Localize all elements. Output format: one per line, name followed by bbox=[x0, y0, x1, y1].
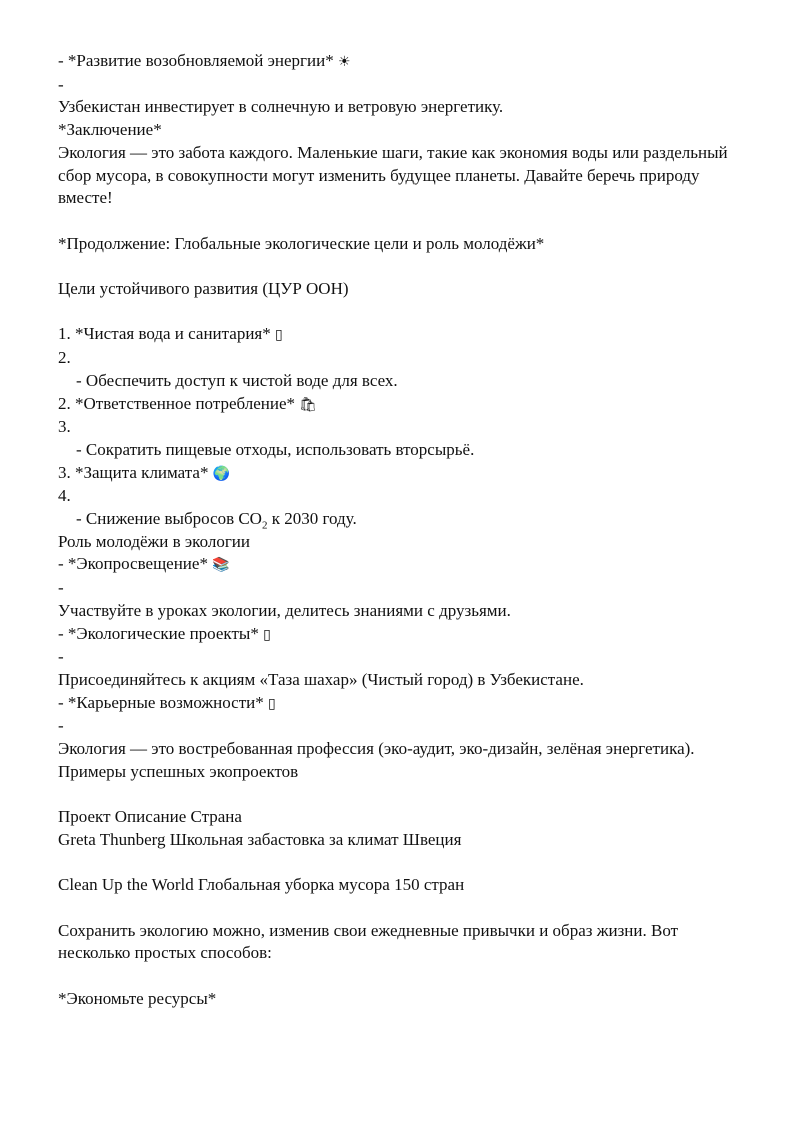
youth-title: Роль молодёжи в экологии bbox=[58, 531, 251, 551]
youth-item-2-dash: - bbox=[58, 647, 64, 667]
sdg-item-3-number: 4. bbox=[58, 486, 71, 506]
youth-item-3-dash: - bbox=[58, 716, 64, 736]
energy-heading: - *Развитие возобновляемой энергии* ☀ bbox=[58, 51, 351, 70]
youth-item-1-text: Участвуйте в уроках экологии, делитесь знаниями с друзьями. bbox=[58, 600, 511, 620]
youth-item-2-label: - *Экологические проекты* ▯ bbox=[58, 623, 271, 643]
youth-item-3-text: Экология — это востребованная профессия (эко-аудит, эко-дизайн, зелёная энергетика). bbox=[58, 739, 695, 759]
examples-row-1: Greta Thunberg Школьная забастовка за климат Швеция bbox=[58, 829, 462, 849]
sdg-item-2-label: 2. *Ответственное потребление* 🛍 bbox=[58, 393, 318, 413]
sdg-item-3-desc: - Снижение выбросов $CO_2$ к 2030 году. bbox=[76, 509, 357, 532]
water-icon: ▯ bbox=[275, 327, 283, 344]
youth-item-2-text: Присоединяйтесь к акциям «Таза шахар» (Чистый город) в Узбекистане. bbox=[58, 669, 584, 689]
conclusion-heading: *Заключение* bbox=[58, 120, 162, 140]
conclusion-text: Экология — это забота каждого. Маленькие шаги, такие как экономия воды или раздельный сбор мусора, в совокупности могут изменить будущее планеты. Давайте беречь природу вместе! bbox=[58, 142, 732, 208]
examples-header: Проект Описание Страна bbox=[58, 807, 242, 827]
projects-icon: ▯ bbox=[263, 626, 271, 643]
youth-item-3-label: - *Карьерные возможности* ▯ bbox=[58, 692, 276, 712]
sdg-item-1-label: 1. *Чистая вода и санитария* ▯ bbox=[58, 324, 283, 344]
sdg-item-2-number: 3. bbox=[58, 417, 71, 437]
continuation-title: *Продолжение: Глобальные экологические цели и роль молодёжи* bbox=[58, 233, 545, 253]
document-page bbox=[58, 50, 748, 1010]
shopping-bag-icon: 🛍 bbox=[299, 396, 318, 413]
examples-row-2: Clean Up the World Глобальная уборка мусора 150 стран bbox=[58, 875, 465, 895]
closing-text: Сохранить экологию можно, изменив свои ежедневные привычки и образ жизни. Вот несколько простых способов: bbox=[58, 920, 683, 963]
energy-dash: - bbox=[58, 74, 64, 94]
sdg-item-3-label: 3. *Защита климата* 🌍 bbox=[58, 462, 231, 482]
sdg-title: Цели устойчивого развития (ЦУР ООН) bbox=[58, 279, 349, 298]
books-icon: 📚 bbox=[212, 557, 230, 574]
sdg-item-1-desc: - Обеспечить доступ к чистой воде для всех. bbox=[76, 370, 398, 390]
youth-item-1-dash: - bbox=[58, 578, 64, 598]
examples-title: Примеры успешных экопроектов bbox=[58, 761, 299, 781]
sdg-item-1-number: 2. bbox=[58, 348, 71, 368]
sun-icon: ☀ bbox=[337, 54, 351, 70]
energy-text: Узбекистан инвестирует в солнечную и ветровую энергетику. bbox=[58, 97, 504, 117]
sdg-item-2-desc: - Сократить пищевые отходы, использовать вторсырьё. bbox=[76, 439, 475, 459]
career-icon: ▯ bbox=[268, 695, 276, 712]
youth-item-1-label: - *Экопросвещение* 📚 bbox=[58, 554, 230, 574]
closing-heading: *Экономьте ресурсы* bbox=[58, 988, 217, 1008]
globe-icon: 🌍 bbox=[212, 465, 231, 482]
